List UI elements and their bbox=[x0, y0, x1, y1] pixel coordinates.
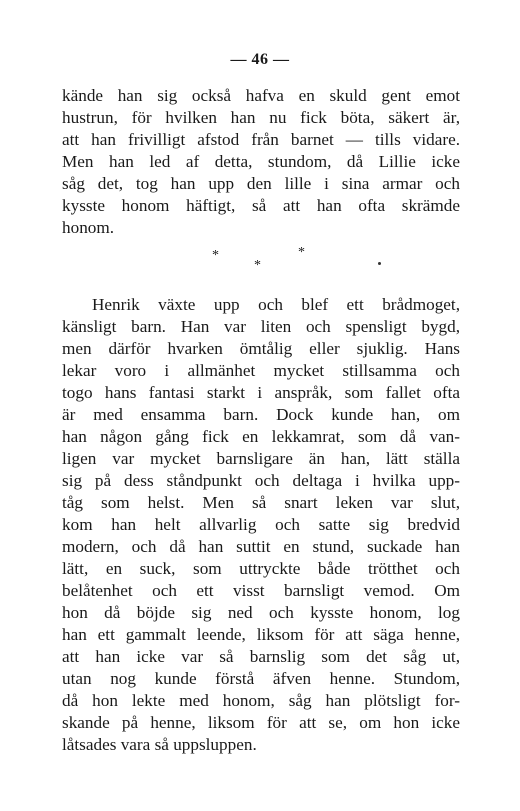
text-line: han någon gång fick en lekkamrat, som då van- bbox=[62, 427, 460, 446]
asterisk-mark: * bbox=[212, 248, 219, 263]
page-number: — 46 — bbox=[230, 51, 290, 68]
text-line: kysste honom häftigt, så att han ofta skrämde bbox=[62, 196, 460, 215]
text-line: är med ensamma barn. Dock kunde han, om bbox=[62, 405, 460, 424]
text-line: Men han led af detta, stundom, då Lillie icke bbox=[62, 152, 460, 171]
text-line: låtsades vara så uppsluppen. bbox=[62, 735, 257, 754]
text-line: modern, och då han suttit en stund, suckade han bbox=[62, 537, 460, 556]
text-line: kom han helt allvarlig och satte sig bredvid bbox=[62, 515, 460, 534]
text-line: såg det, tog han upp den lille i sina armar och bbox=[62, 174, 460, 193]
text-line: lekar voro i allmänhet mycket stillsamma och bbox=[62, 361, 460, 380]
asterisk-mark: * bbox=[298, 245, 305, 260]
text-line: Henrik växte upp och blef ett brådmoget, bbox=[92, 295, 460, 314]
asterisk-mark: * bbox=[254, 258, 261, 273]
text-line: skande på henne, liksom för att se, om hon icke bbox=[62, 713, 460, 732]
text-line: hustrun, för hvilken han nu fick böta, säkert är, bbox=[62, 108, 460, 127]
text-line: belåtenhet och ett visst barnsligt vemod. Om bbox=[62, 581, 460, 600]
text-line: tåg som helst. Men så snart leken var slut, bbox=[62, 493, 460, 512]
text-line: hon då böjde sig ned och kysste honom, log bbox=[62, 603, 460, 622]
text-line: utan nog kunde förstå äfven henne. Stundom, bbox=[62, 669, 460, 688]
text-line: togo hans fantasi starkt i anspråk, som fallet ofta bbox=[62, 383, 460, 402]
text-line: lätt, en suck, som uttryckte både trötthet och bbox=[62, 559, 460, 578]
text-line: att han frivilligt afstod från barnet — tills vidare. bbox=[62, 130, 460, 149]
text-line: kände han sig också hafva en skuld gent emot bbox=[62, 86, 460, 105]
text-line: men därför hvarken ömtålig eller sjuklig. Hans bbox=[62, 339, 460, 358]
print-speck bbox=[378, 262, 381, 265]
text-line: känsligt barn. Han var liten och spensligt bygd, bbox=[62, 317, 460, 336]
text-line: att han icke var så barnslig som det såg ut, bbox=[62, 647, 460, 666]
text-line: då hon lekte med honom, såg han plötsligt for- bbox=[62, 691, 460, 710]
section-separator bbox=[0, 245, 520, 278]
text-line: ligen var mycket barnsligare än han, lätt ställa bbox=[62, 449, 460, 468]
text-line: sig på dess ståndpunkt och deltaga i hvilka upp- bbox=[62, 471, 460, 490]
text-line: honom. bbox=[62, 218, 115, 237]
paragraph-1 bbox=[62, 85, 460, 239]
text-line: han ett gammalt leende, liksom för att säga henne, bbox=[62, 625, 460, 644]
paragraph-2 bbox=[62, 294, 460, 756]
